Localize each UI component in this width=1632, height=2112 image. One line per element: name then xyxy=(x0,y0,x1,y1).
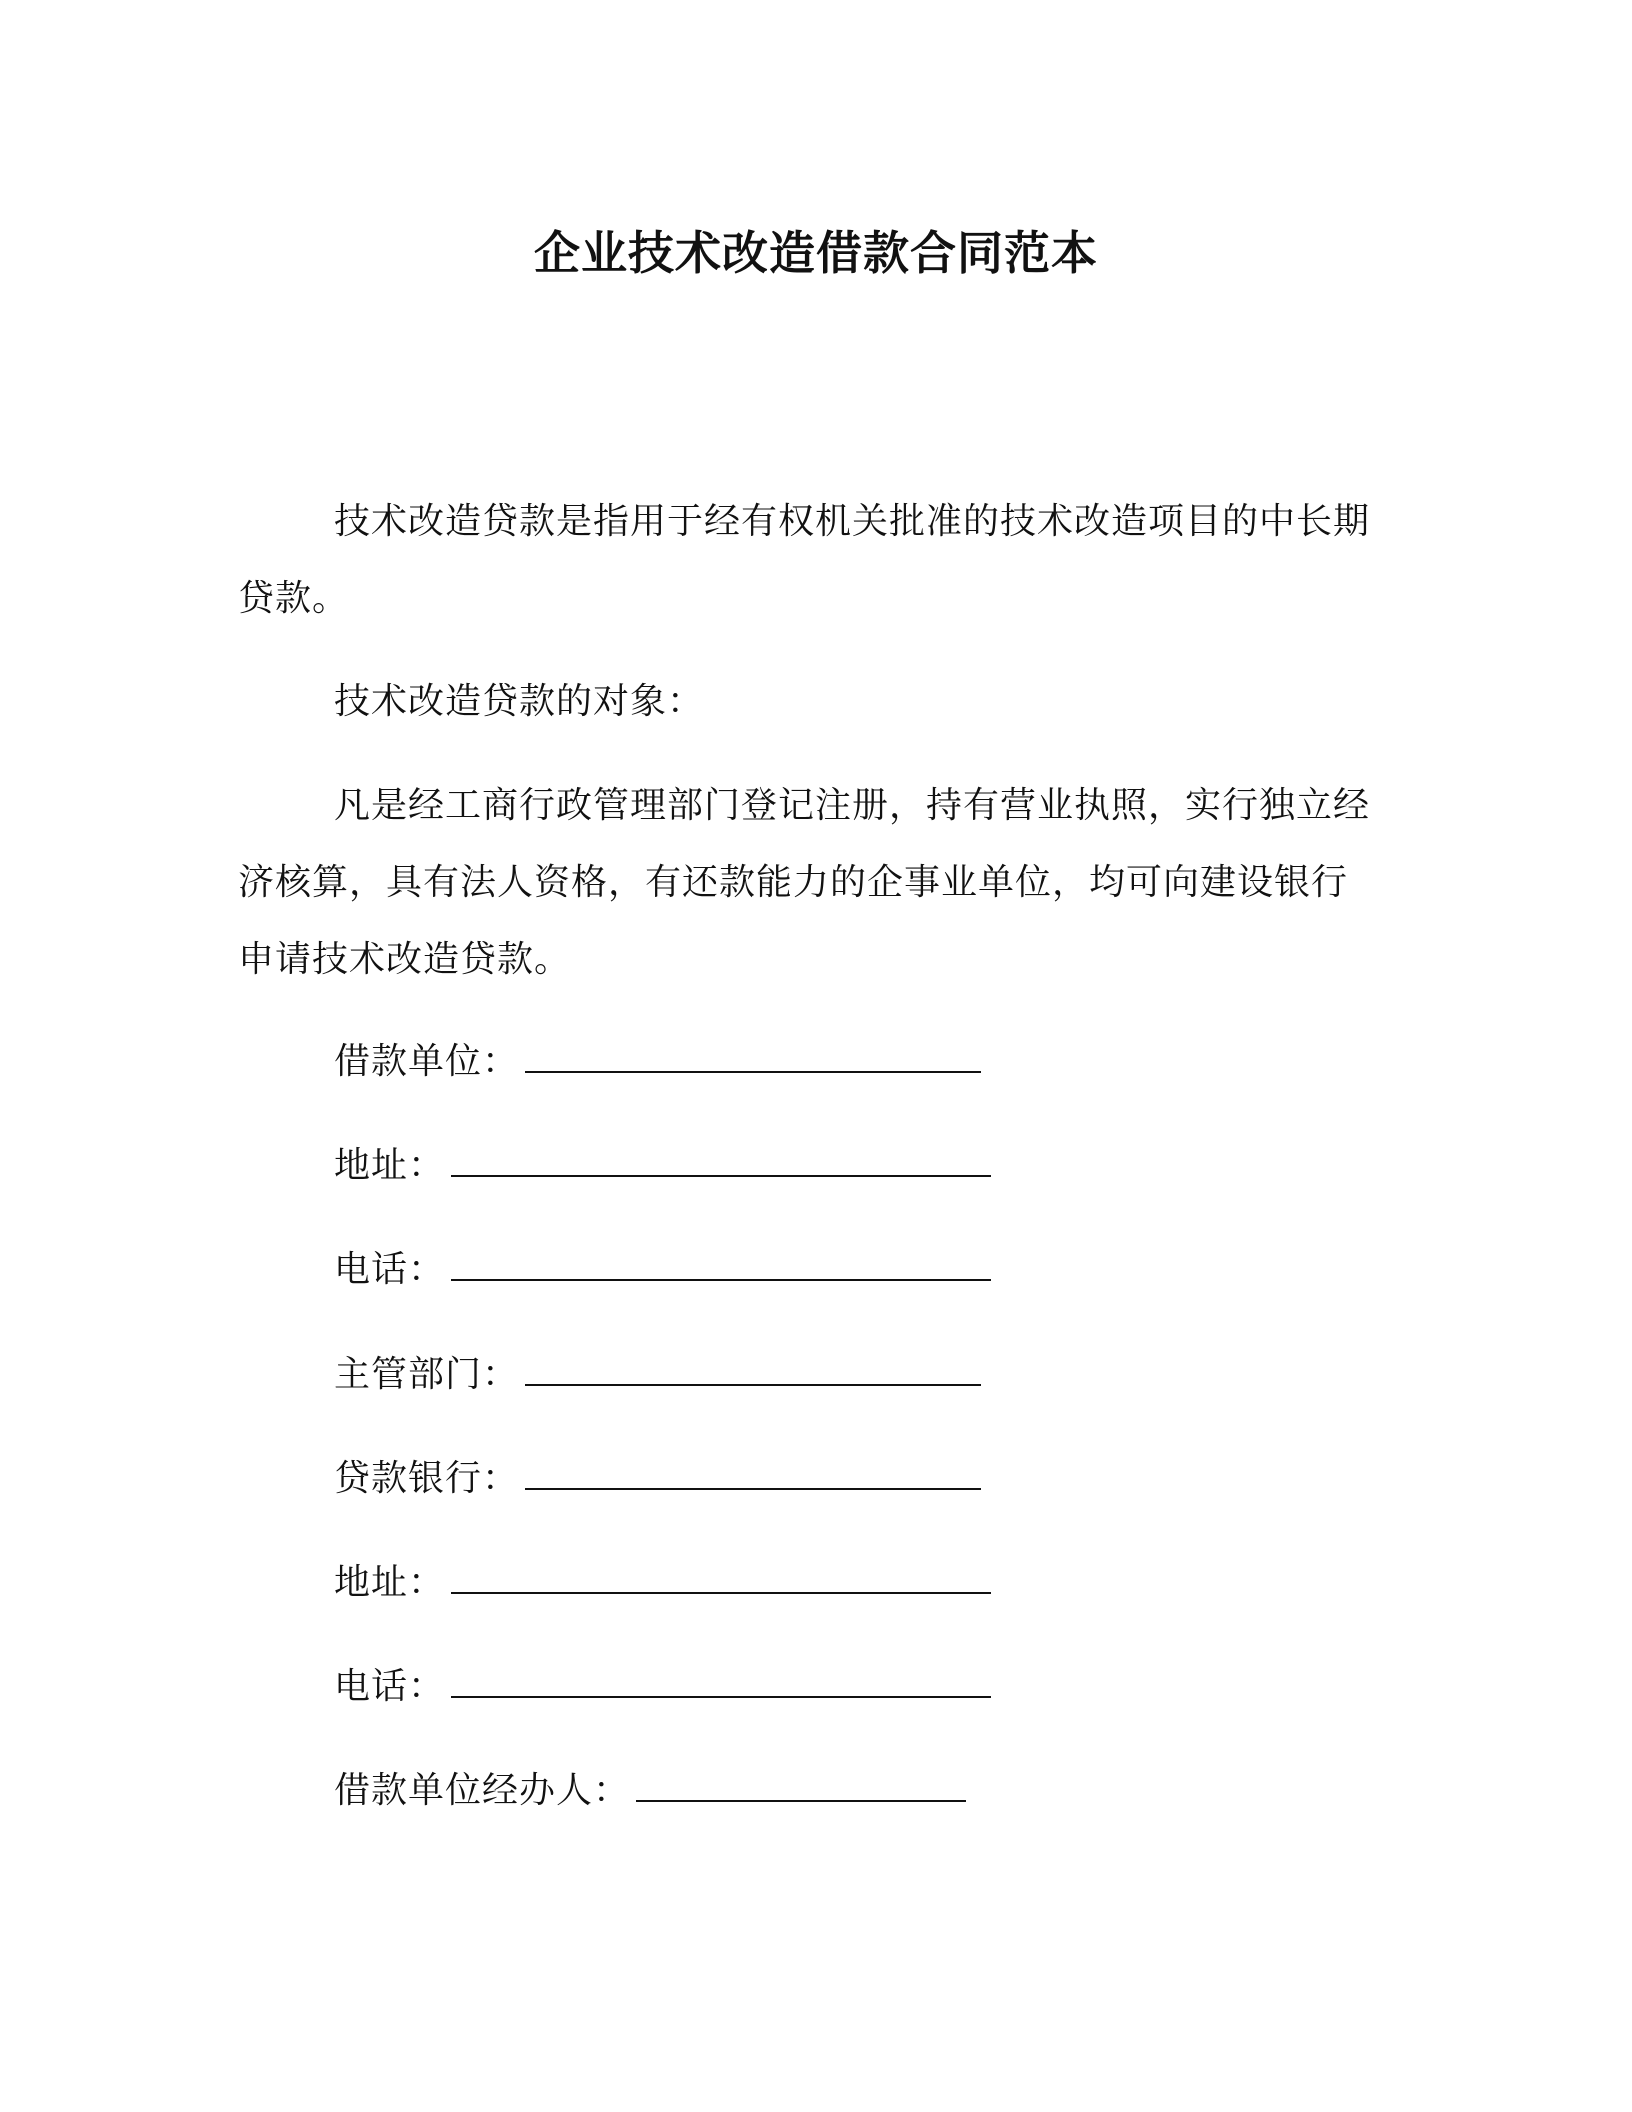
fill-in-blank-line xyxy=(451,1552,991,1594)
field-borrower-address xyxy=(334,1135,991,1196)
field-label: 电话： xyxy=(334,1666,446,1707)
paragraph-eligibility: 凡是经工商行政管理部门登记注册，持有营业执照，实行独立经济核算，具有法人资格，有还款能力的企事业单位，均可向建设银行申请技术改造贷款。 xyxy=(238,785,1371,980)
fill-in-blank-line xyxy=(636,1760,966,1802)
fill-in-blank-line xyxy=(451,1656,991,1698)
field-label: 主管部门： xyxy=(334,1354,520,1395)
field-borrower-unit xyxy=(334,1031,981,1092)
field-bank-address xyxy=(334,1552,991,1613)
document-title: 企业技术改造借款合同范本 xyxy=(534,226,1098,280)
field-label: 地址： xyxy=(334,1145,446,1186)
field-label: 贷款银行： xyxy=(334,1458,520,1499)
paragraph-target-heading: 技术改造贷款的对象： xyxy=(334,681,705,722)
field-borrower-agent xyxy=(334,1760,966,1821)
field-label: 电话： xyxy=(334,1249,446,1290)
field-supervising-department xyxy=(334,1344,981,1405)
fill-in-blank-line xyxy=(525,1344,981,1386)
field-label: 地址： xyxy=(334,1562,446,1603)
field-label: 借款单位经办人： xyxy=(334,1770,631,1811)
paragraph-definition: 技术改造贷款是指用于经有权机关批准的技术改造项目的中长期贷款。 xyxy=(238,501,1371,619)
fill-in-blank-line xyxy=(451,1239,991,1281)
field-borrower-phone xyxy=(334,1239,991,1300)
fill-in-blank-line xyxy=(525,1448,981,1490)
fill-in-blank-line xyxy=(525,1031,981,1073)
field-bank-phone xyxy=(334,1656,991,1717)
field-lending-bank xyxy=(334,1448,981,1509)
field-label: 借款单位： xyxy=(334,1041,520,1082)
fill-in-blank-line xyxy=(451,1135,991,1177)
